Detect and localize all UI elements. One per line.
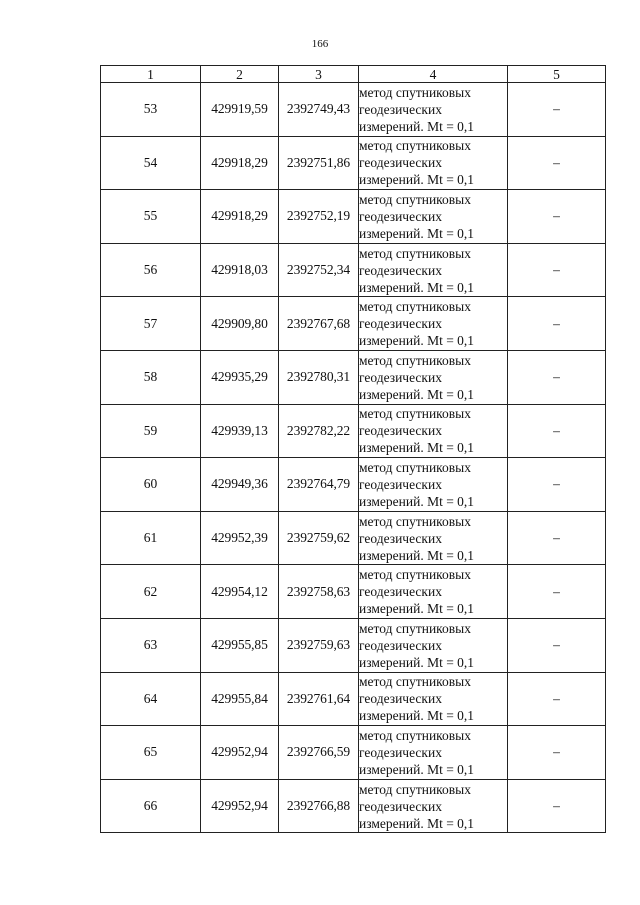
- method-line: метод спутниковых: [359, 727, 471, 743]
- header-row: [101, 66, 606, 83]
- method-cell: [359, 726, 508, 780]
- x-coordinate-cell: 429952,39: [201, 511, 279, 565]
- method-line: метод спутниковых: [359, 245, 471, 261]
- method-cell: [359, 243, 508, 297]
- table-row: [101, 190, 606, 244]
- method-line: метод спутниковых: [359, 138, 471, 154]
- table-header: [101, 66, 606, 83]
- point-number-cell: 65: [101, 726, 201, 780]
- method-line: метод спутниковых: [359, 781, 471, 797]
- method-cell: [359, 618, 508, 672]
- method-line: геодезических: [359, 691, 442, 707]
- y-coordinate-cell: 2392752,19: [279, 190, 359, 244]
- method-line: геодезических: [359, 101, 442, 117]
- method-line: геодезических: [359, 423, 442, 439]
- x-coordinate-cell: 429954,12: [201, 565, 279, 619]
- y-coordinate-cell: 2392766,59: [279, 726, 359, 780]
- y-coordinate-cell: 2392749,43: [279, 83, 359, 137]
- method-line: метод спутниковых: [359, 352, 471, 368]
- point-number-cell: 55: [101, 190, 201, 244]
- table-row: [101, 726, 606, 780]
- x-coordinate-cell: 429909,80: [201, 297, 279, 351]
- table-row: [101, 350, 606, 404]
- table-row: [101, 136, 606, 190]
- note-cell: –: [508, 726, 606, 780]
- page-number: 166: [311, 38, 329, 50]
- y-coordinate-cell: 2392759,62: [279, 511, 359, 565]
- method-line: измерений. Mt = 0,1: [359, 601, 475, 617]
- method-line: геодезических: [359, 208, 442, 224]
- point-number-cell: 53: [101, 83, 201, 137]
- table-row: [101, 83, 606, 137]
- method-line: метод спутниковых: [359, 674, 471, 690]
- method-line: геодезических: [359, 637, 442, 653]
- method-line: геодезических: [359, 744, 442, 760]
- y-coordinate-cell: 2392758,63: [279, 565, 359, 619]
- point-number-cell: 59: [101, 404, 201, 458]
- method-cell: [359, 136, 508, 190]
- x-coordinate-cell: 429939,13: [201, 404, 279, 458]
- method-cell: [359, 511, 508, 565]
- y-coordinate-cell: 2392752,34: [279, 243, 359, 297]
- method-line: геодезических: [359, 798, 442, 814]
- method-cell: [359, 672, 508, 726]
- method-line: геодезических: [359, 262, 442, 278]
- method-line: метод спутниковых: [359, 459, 471, 475]
- header-col-1: 1: [101, 66, 201, 83]
- method-cell: [359, 350, 508, 404]
- note-cell: –: [508, 243, 606, 297]
- note-cell: –: [508, 458, 606, 512]
- y-coordinate-cell: 2392782,22: [279, 404, 359, 458]
- method-cell: [359, 190, 508, 244]
- point-number-cell: 60: [101, 458, 201, 512]
- method-line: геодезических: [359, 530, 442, 546]
- method-line: геодезических: [359, 476, 442, 492]
- note-cell: –: [508, 511, 606, 565]
- y-coordinate-cell: 2392764,79: [279, 458, 359, 512]
- header-col-4: 4: [359, 66, 508, 83]
- point-number-cell: 54: [101, 136, 201, 190]
- point-number-cell: 66: [101, 779, 201, 833]
- method-line: измерений. Mt = 0,1: [359, 386, 475, 402]
- method-line: измерений. Mt = 0,1: [359, 225, 475, 241]
- header-col-5: 5: [508, 66, 606, 83]
- point-number-cell: 64: [101, 672, 201, 726]
- method-line: измерений. Mt = 0,1: [359, 493, 475, 509]
- method-cell: [359, 565, 508, 619]
- note-cell: –: [508, 565, 606, 619]
- header-col-3: 3: [279, 66, 359, 83]
- method-cell: [359, 779, 508, 833]
- y-coordinate-cell: 2392759,63: [279, 618, 359, 672]
- method-line: метод спутниковых: [359, 620, 471, 636]
- x-coordinate-cell: 429952,94: [201, 726, 279, 780]
- point-number-cell: 57: [101, 297, 201, 351]
- x-coordinate-cell: 429955,85: [201, 618, 279, 672]
- x-coordinate-cell: 429919,59: [201, 83, 279, 137]
- x-coordinate-cell: 429918,29: [201, 190, 279, 244]
- method-cell: [359, 404, 508, 458]
- table-row: [101, 565, 606, 619]
- x-coordinate-cell: 429935,29: [201, 350, 279, 404]
- point-number-cell: 56: [101, 243, 201, 297]
- coordinates-table: [100, 65, 606, 833]
- method-line: измерений. Mt = 0,1: [359, 333, 475, 349]
- method-line: метод спутниковых: [359, 84, 471, 100]
- note-cell: –: [508, 190, 606, 244]
- y-coordinate-cell: 2392767,68: [279, 297, 359, 351]
- table-row: [101, 511, 606, 565]
- table-body: [101, 83, 606, 833]
- method-line: измерений. Mt = 0,1: [359, 708, 475, 724]
- x-coordinate-cell: 429918,29: [201, 136, 279, 190]
- method-line: метод спутниковых: [359, 513, 471, 529]
- table-row: [101, 404, 606, 458]
- point-number-cell: 63: [101, 618, 201, 672]
- y-coordinate-cell: 2392780,31: [279, 350, 359, 404]
- method-line: метод спутниковых: [359, 567, 471, 583]
- note-cell: –: [508, 83, 606, 137]
- method-line: измерений. Mt = 0,1: [359, 118, 475, 134]
- note-cell: –: [508, 404, 606, 458]
- method-line: измерений. Mt = 0,1: [359, 440, 475, 456]
- method-line: геодезических: [359, 155, 442, 171]
- table-row: [101, 672, 606, 726]
- table-row: [101, 297, 606, 351]
- method-line: измерений. Mt = 0,1: [359, 815, 475, 831]
- y-coordinate-cell: 2392751,86: [279, 136, 359, 190]
- method-line: измерений. Mt = 0,1: [359, 172, 475, 188]
- method-cell: [359, 458, 508, 512]
- header-col-2: 2: [201, 66, 279, 83]
- y-coordinate-cell: 2392761,64: [279, 672, 359, 726]
- method-line: метод спутниковых: [359, 406, 471, 422]
- method-line: метод спутниковых: [359, 299, 471, 315]
- x-coordinate-cell: 429918,03: [201, 243, 279, 297]
- point-number-cell: 62: [101, 565, 201, 619]
- x-coordinate-cell: 429949,36: [201, 458, 279, 512]
- table-row: [101, 458, 606, 512]
- x-coordinate-cell: 429952,94: [201, 779, 279, 833]
- table-row: [101, 779, 606, 833]
- method-cell: [359, 297, 508, 351]
- method-line: геодезических: [359, 369, 442, 385]
- method-line: геодезических: [359, 316, 442, 332]
- y-coordinate-cell: 2392766,88: [279, 779, 359, 833]
- note-cell: –: [508, 136, 606, 190]
- method-line: метод спутниковых: [359, 191, 471, 207]
- note-cell: –: [508, 297, 606, 351]
- x-coordinate-cell: 429955,84: [201, 672, 279, 726]
- point-number-cell: 61: [101, 511, 201, 565]
- method-line: измерений. Mt = 0,1: [359, 547, 475, 563]
- method-line: измерений. Mt = 0,1: [359, 654, 475, 670]
- note-cell: –: [508, 350, 606, 404]
- method-line: геодезических: [359, 584, 442, 600]
- point-number-cell: 58: [101, 350, 201, 404]
- table-row: [101, 243, 606, 297]
- method-line: измерений. Mt = 0,1: [359, 761, 475, 777]
- method-cell: [359, 83, 508, 137]
- table-row: [101, 618, 606, 672]
- method-line: измерений. Mt = 0,1: [359, 279, 475, 295]
- note-cell: –: [508, 779, 606, 833]
- note-cell: –: [508, 618, 606, 672]
- note-cell: –: [508, 672, 606, 726]
